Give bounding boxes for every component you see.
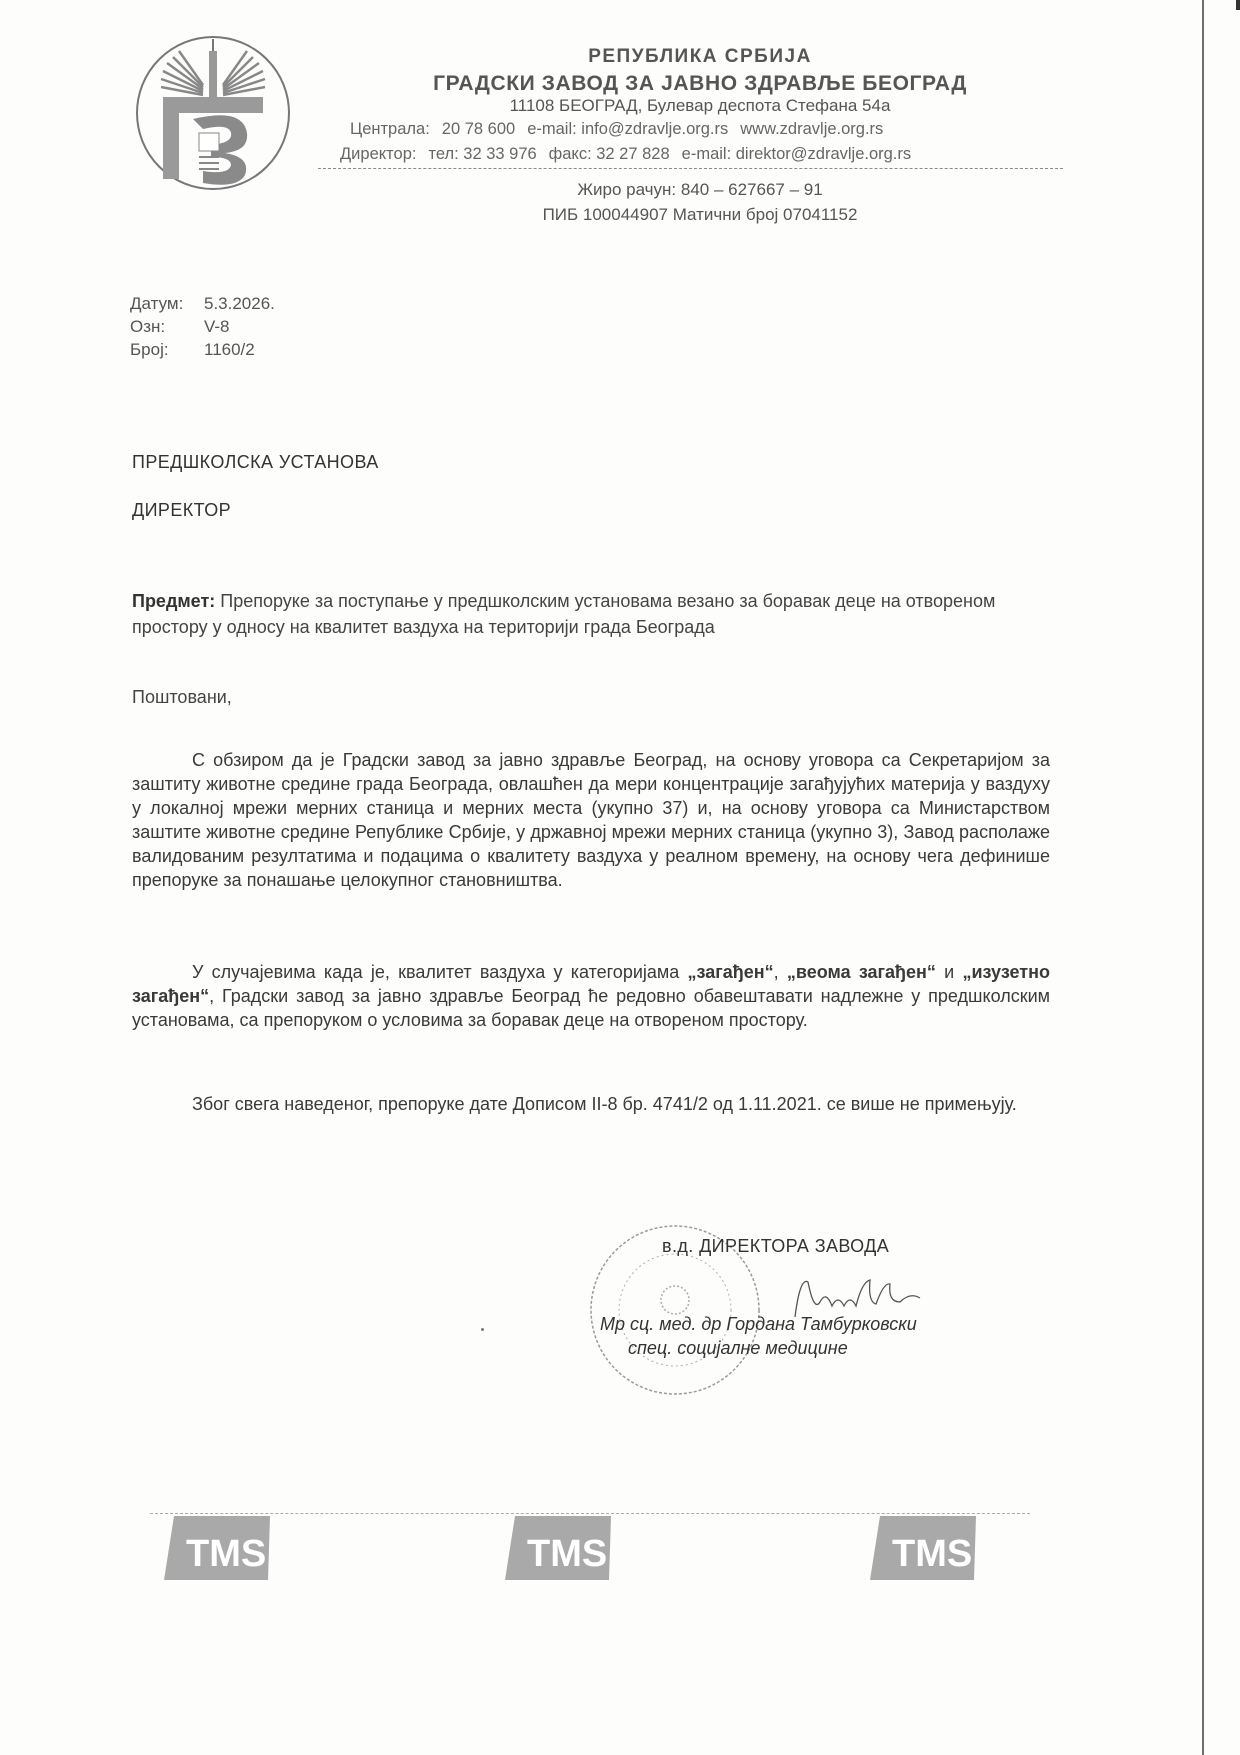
signatory-name: Мр сц. мед. др Гордана Тамбурковски bbox=[600, 1314, 917, 1334]
header-divider bbox=[318, 168, 1063, 169]
date-value: 5.3.2026. bbox=[204, 294, 275, 313]
number-label: Број: bbox=[130, 340, 169, 359]
director-fax: факс: 32 27 828 bbox=[548, 145, 670, 163]
category-polluted: „загађен“ bbox=[687, 962, 774, 982]
addressee-role: ДИРЕКТОР bbox=[132, 500, 232, 520]
header-director-contact bbox=[340, 145, 923, 164]
number-value: 1160/2 bbox=[204, 340, 255, 359]
ref-value: V-8 bbox=[204, 317, 230, 336]
body-paragraph-3: Због свега наведеног, препоруке дате Дописом II-8 бр. 4741/2 од 1.11.2021. се више не примењују. bbox=[192, 1094, 1017, 1114]
tms-logo-text: TMS bbox=[186, 1533, 267, 1575]
tms-logo-text: TMS bbox=[892, 1533, 973, 1575]
para2-text-start: У случајевима када је, квалитет ваздуха у категоријама bbox=[192, 962, 688, 982]
tms-logo-icon bbox=[162, 1514, 272, 1582]
subject-text: Препоруке за поступање у предшколским установама везано за боравак деце на отвореном простору у односу на квалитет ваздуха на територији града Београда bbox=[132, 591, 996, 637]
header-bank-account: Жиро рачун: 840 – 627667 – 91 bbox=[577, 180, 823, 199]
ref-label: Озн: bbox=[130, 317, 166, 336]
header-central-contact bbox=[350, 120, 895, 139]
tms-logo-icon bbox=[503, 1514, 613, 1582]
greeting: Поштовани, bbox=[132, 687, 232, 707]
scan-edge-line bbox=[1202, 0, 1204, 1755]
header-republic: РЕПУБЛИКА СРБИЈА bbox=[588, 46, 812, 67]
central-email[interactable]: e-mail: info@zdravlje.org.rs bbox=[527, 120, 729, 138]
body-paragraph-2 bbox=[132, 960, 1050, 1032]
header-address: 11108 БЕОГРАД, Булевар деспота Стефана 54а bbox=[509, 96, 891, 115]
signatory-specialty: спец. социјалне медицине bbox=[628, 1338, 848, 1358]
director-label: Директор: bbox=[340, 145, 417, 163]
document-meta bbox=[130, 292, 275, 361]
tms-logo-text: TMS bbox=[527, 1533, 608, 1575]
subject-label: Предмет: bbox=[132, 591, 216, 611]
category-very-polluted: „веома загађен“ bbox=[786, 962, 936, 982]
para2-text-end: , Градски завод за јавно здравље Београд ће редовно обавештавати надлежне у предшколским установама, са препоруком о условима за боравак деце на отвореном простору. bbox=[132, 986, 1050, 1030]
body-paragraph-1: С обзиром да је Градски завод за јавно здравље Београд, на основу уговора са Секретаријом за заштиту животне средине града Београда, овлашћен да мери концентрације загађујућих материја у ваздуху у локалној мрежи мерних станица и мерних места (укупно 37) и, на основу уговора са Министарством заштите животне средине Републике Србије, у државној мрежи мерних станица (укупно 3), Завод располаже валидованим резултатима и подацима о квалитету ваздуха у реалном времену, на основу чега дефинише препоруке за понашање целокупног становништва. bbox=[132, 750, 1050, 890]
header-tax-ids: ПИБ 100044907 Матични број 07041152 bbox=[542, 205, 858, 224]
director-email[interactable]: e-mail: direktor@zdravlje.org.rs bbox=[681, 145, 912, 163]
header-institute-name: ГРАДСКИ ЗАВОД ЗА ЈАВНО ЗДРАВЉЕ БЕОГРАД bbox=[433, 72, 967, 95]
date-label: Датум: bbox=[130, 294, 184, 313]
subject-block bbox=[132, 588, 1062, 640]
para2-sep: , bbox=[773, 962, 787, 982]
category-extremely-polluted: „изузетно загађен“ bbox=[132, 962, 1050, 1006]
signatory-title: в.д. ДИРЕКТОРА ЗАВОДА bbox=[662, 1236, 890, 1256]
website-link[interactable]: www.zdravlje.org.rs bbox=[740, 120, 884, 138]
para2-sep: и bbox=[935, 962, 963, 982]
central-label: Централа: bbox=[350, 120, 430, 138]
scan-corner-mark bbox=[1236, 0, 1240, 10]
addressee-institution: ПРЕДШКОЛСКА УСТАНОВА bbox=[132, 452, 379, 472]
tms-logo-icon bbox=[868, 1514, 978, 1582]
director-phone: тел: 32 33 976 bbox=[428, 145, 537, 163]
central-phone: 20 78 600 bbox=[441, 120, 516, 138]
institute-emblem-icon bbox=[133, 33, 293, 193]
scan-dot bbox=[481, 1328, 484, 1331]
